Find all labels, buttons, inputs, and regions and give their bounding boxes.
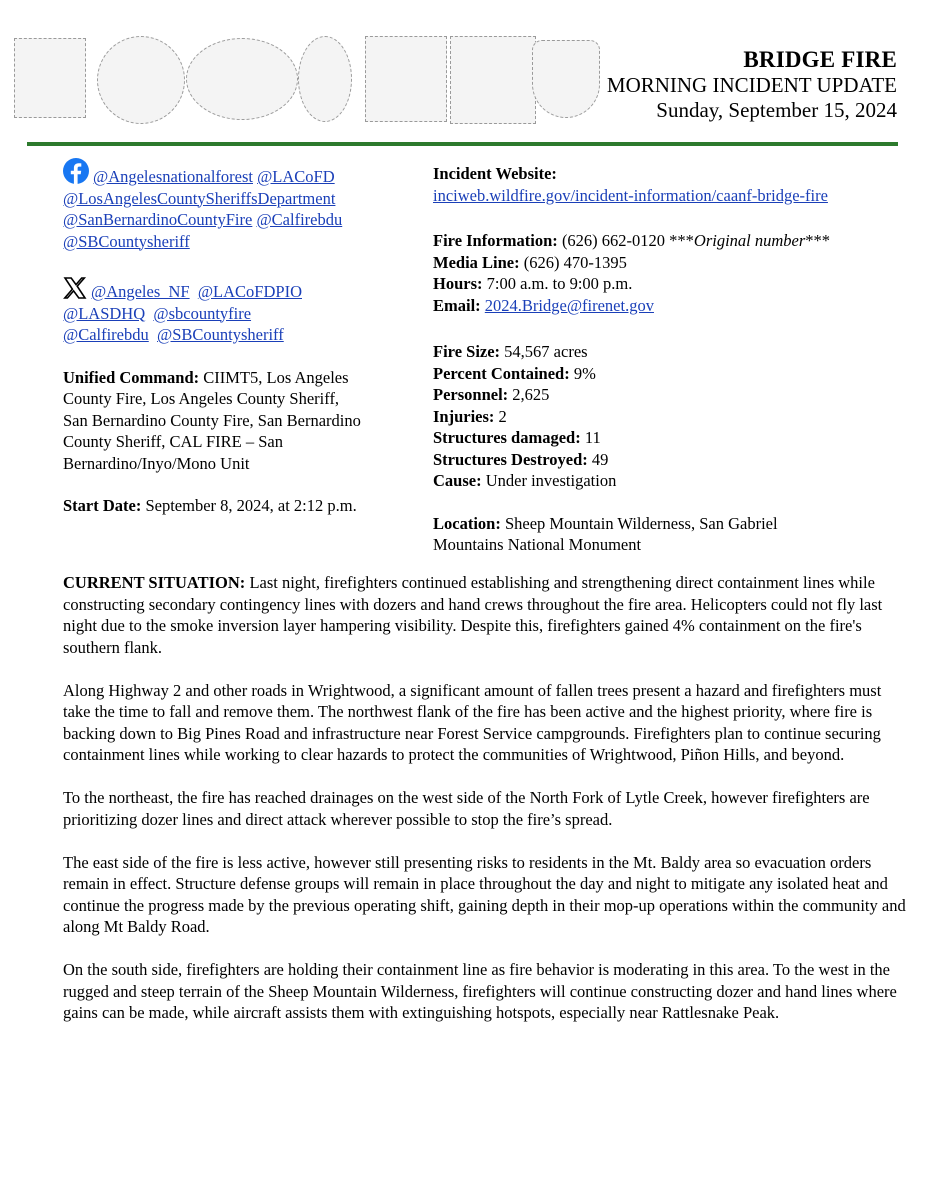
facebook-accounts	[63, 158, 418, 252]
fire-info-label: Fire Information:	[433, 231, 558, 250]
unified-command	[63, 367, 418, 475]
incident-website-label: Incident Website:	[433, 164, 557, 183]
stat-structures-destroyed	[433, 449, 903, 471]
document-header	[0, 0, 927, 148]
incident-website-link[interactable]: inciweb.wildfire.gov/incident-information/caanf-bridge-fire	[433, 185, 828, 205]
facebook-link-calfirebdu[interactable]: @Calfirebdu	[256, 210, 343, 229]
facebook-link-angeles-national-forest[interactable]: @Angelesnationalforest	[93, 167, 253, 186]
fire-information	[433, 230, 903, 252]
sb-sheriff-star-logo	[365, 36, 447, 122]
fire-stats	[433, 341, 903, 492]
update-date: Sunday, September 15, 2024	[656, 98, 897, 122]
stat-value: 11	[584, 428, 601, 447]
unified-command-line: CIIMT5, Los Angeles	[203, 367, 349, 387]
header-divider	[27, 142, 898, 146]
current-situation-label: CURRENT SITUATION:	[63, 573, 246, 592]
unified-command-line: Bernardino/Inyo/Mono Unit	[63, 453, 250, 473]
la-sheriff-star-logo	[450, 36, 536, 124]
unified-command-line: County Fire, Los Angeles County Sheriff,	[63, 389, 340, 408]
title-block	[607, 46, 897, 123]
stat-fire-size	[433, 341, 903, 363]
ciimt5-logo	[298, 36, 352, 122]
fire-info-suffix: ***	[805, 231, 831, 250]
cal-fire-logo	[532, 40, 600, 118]
x-icon	[63, 276, 87, 300]
media-line-label: Media Line:	[433, 252, 520, 272]
stat-injuries	[433, 406, 903, 428]
x-link-angeles-nf[interactable]: @Angeles_NF	[91, 282, 190, 301]
stat-value: Under investigation	[485, 471, 617, 490]
stat-label: Structures Destroyed:	[433, 449, 588, 469]
right-info-column	[433, 163, 903, 556]
facebook-icon	[63, 158, 89, 184]
stat-label: Personnel:	[433, 385, 509, 404]
facebook-link-sb-county-fire[interactable]: @SanBernardinoCountyFire	[63, 210, 253, 229]
situation-paragraph: On the south side, firefighters are holding their containment line as fire behavior is moderating in this area. To the west in the rugged and steep terrain of the Sheep Mountain Wilderness, firefighters will continue constructing dozer and hand lines where gains can be made, while aircraft assists them with extinguishing hotspots, especially near Rattlesnake Peak.	[63, 960, 897, 1022]
stat-label: Percent Contained:	[433, 363, 570, 383]
stat-value: 9%	[573, 363, 596, 383]
start-date-label: Start Date:	[63, 496, 142, 515]
forest-service-logo	[14, 38, 86, 118]
hours-value: 7:00 a.m. to 9:00 p.m.	[486, 274, 633, 293]
stat-label: Structures damaged:	[433, 428, 581, 447]
facebook-link-sb-sheriff[interactable]: @SBCountysheriff	[63, 231, 190, 251]
location-line-1: Sheep Mountain Wilderness, San Gabriel	[504, 513, 778, 533]
media-line	[433, 252, 903, 274]
x-accounts	[63, 276, 418, 346]
unified-command-label: Unified Command:	[63, 367, 200, 387]
facebook-link-la-sheriff[interactable]: @LosAngelesCountySheriffsDepartment	[63, 188, 336, 208]
san-bernardino-county-fire-logo	[186, 38, 298, 120]
stat-personnel	[433, 384, 903, 406]
hours	[433, 273, 903, 295]
la-county-fire-logo	[97, 36, 185, 124]
start-date	[63, 495, 418, 517]
situation-paragraph: Along Highway 2 and other roads in Wrightwood, a significant amount of fallen trees present a hazard and firefighters must take the time to fall and remove them. The northwest flank of the fire has been active and the highest priority, where fire is backing down to Big Pines Road and infrastructure near Forest Service campgrounds. Firefighters plan to continue securing containment lines while working to clear hazards to protect the communities of Wrightwood, Piñon Hills, and beyond.	[63, 680, 882, 764]
email	[433, 295, 903, 317]
unified-command-line: County Sheriff, CAL FIRE – San	[63, 432, 284, 451]
x-link-calfirebdu[interactable]: @Calfirebdu	[63, 325, 149, 344]
stat-cause	[433, 470, 903, 492]
email-link[interactable]: 2024.Bridge@firenet.gov	[484, 295, 654, 315]
stat-label: Injuries:	[433, 406, 495, 426]
stat-value: 2	[498, 406, 507, 426]
x-link-sbcountyfire[interactable]: @sbcountyfire	[153, 303, 252, 323]
stat-label: Cause:	[433, 471, 482, 490]
agency-logo-row	[14, 32, 604, 130]
page-title: BRIDGE FIRE	[743, 47, 897, 72]
situation-paragraph	[63, 572, 908, 658]
stat-percent-contained	[433, 363, 903, 385]
location	[433, 513, 903, 535]
situation-paragraph: The east side of the fire is less active, however still presenting risks to residents in the Mt. Baldy area so evacuation orders remain in effect. Structure defense groups will remain in place throughout the day and night to mitigate any isolated heat and continue the progress made by the previous operating shift, gaining depth in their mop-up operations within the community and along Mt Baldy Road.	[63, 852, 906, 936]
x-link-lacofdpio[interactable]: @LACoFDPIO	[197, 282, 302, 301]
left-info-column	[63, 158, 418, 517]
stat-value: 2,625	[512, 385, 550, 404]
situation-text: Last night, firefighters continued establishing and strengthening direct containment lines while constructing secondary contingency lines with dozers and hand crews throughout the fire area. Helicopters could not fly last night due to the smoke inversion layer hampering visibility. Despite this, firefighters gained 4% containment on the fire's southern flank.	[63, 573, 883, 657]
facebook-link-lacofd[interactable]: @LACoFD	[257, 167, 335, 186]
stat-value: 54,567 acres	[504, 342, 588, 361]
location-label: Location:	[433, 513, 501, 533]
page-subtitle: MORNING INCIDENT UPDATE	[606, 73, 897, 97]
location-line-2: Mountains National Monument	[433, 535, 642, 554]
stat-structures-damaged	[433, 427, 903, 449]
fire-info-value: (626) 662-0120 ***	[561, 231, 694, 250]
x-link-sb-sheriff[interactable]: @SBCountysheriff	[157, 325, 284, 344]
media-line-value: (626) 470-1395	[523, 252, 627, 272]
situation-paragraph: To the northeast, the fire has reached drainages on the west side of the North Fork of Lytle Creek, however firefighters are prioritizing dozer lines and direct attack wherever possible to stop the fire’s spread.	[63, 788, 870, 829]
hours-label: Hours:	[433, 274, 483, 293]
start-date-value: September 8, 2024, at 2:12 p.m.	[145, 496, 357, 515]
x-link-lasdhq[interactable]: @LASDHQ	[63, 303, 146, 323]
stat-label: Fire Size:	[433, 342, 501, 361]
email-label: Email:	[433, 295, 481, 315]
current-situation	[63, 572, 908, 1045]
fire-info-note: Original number	[693, 231, 806, 250]
stat-value: 49	[591, 449, 609, 469]
unified-command-line: San Bernardino County Fire, San Bernardino	[63, 410, 361, 430]
